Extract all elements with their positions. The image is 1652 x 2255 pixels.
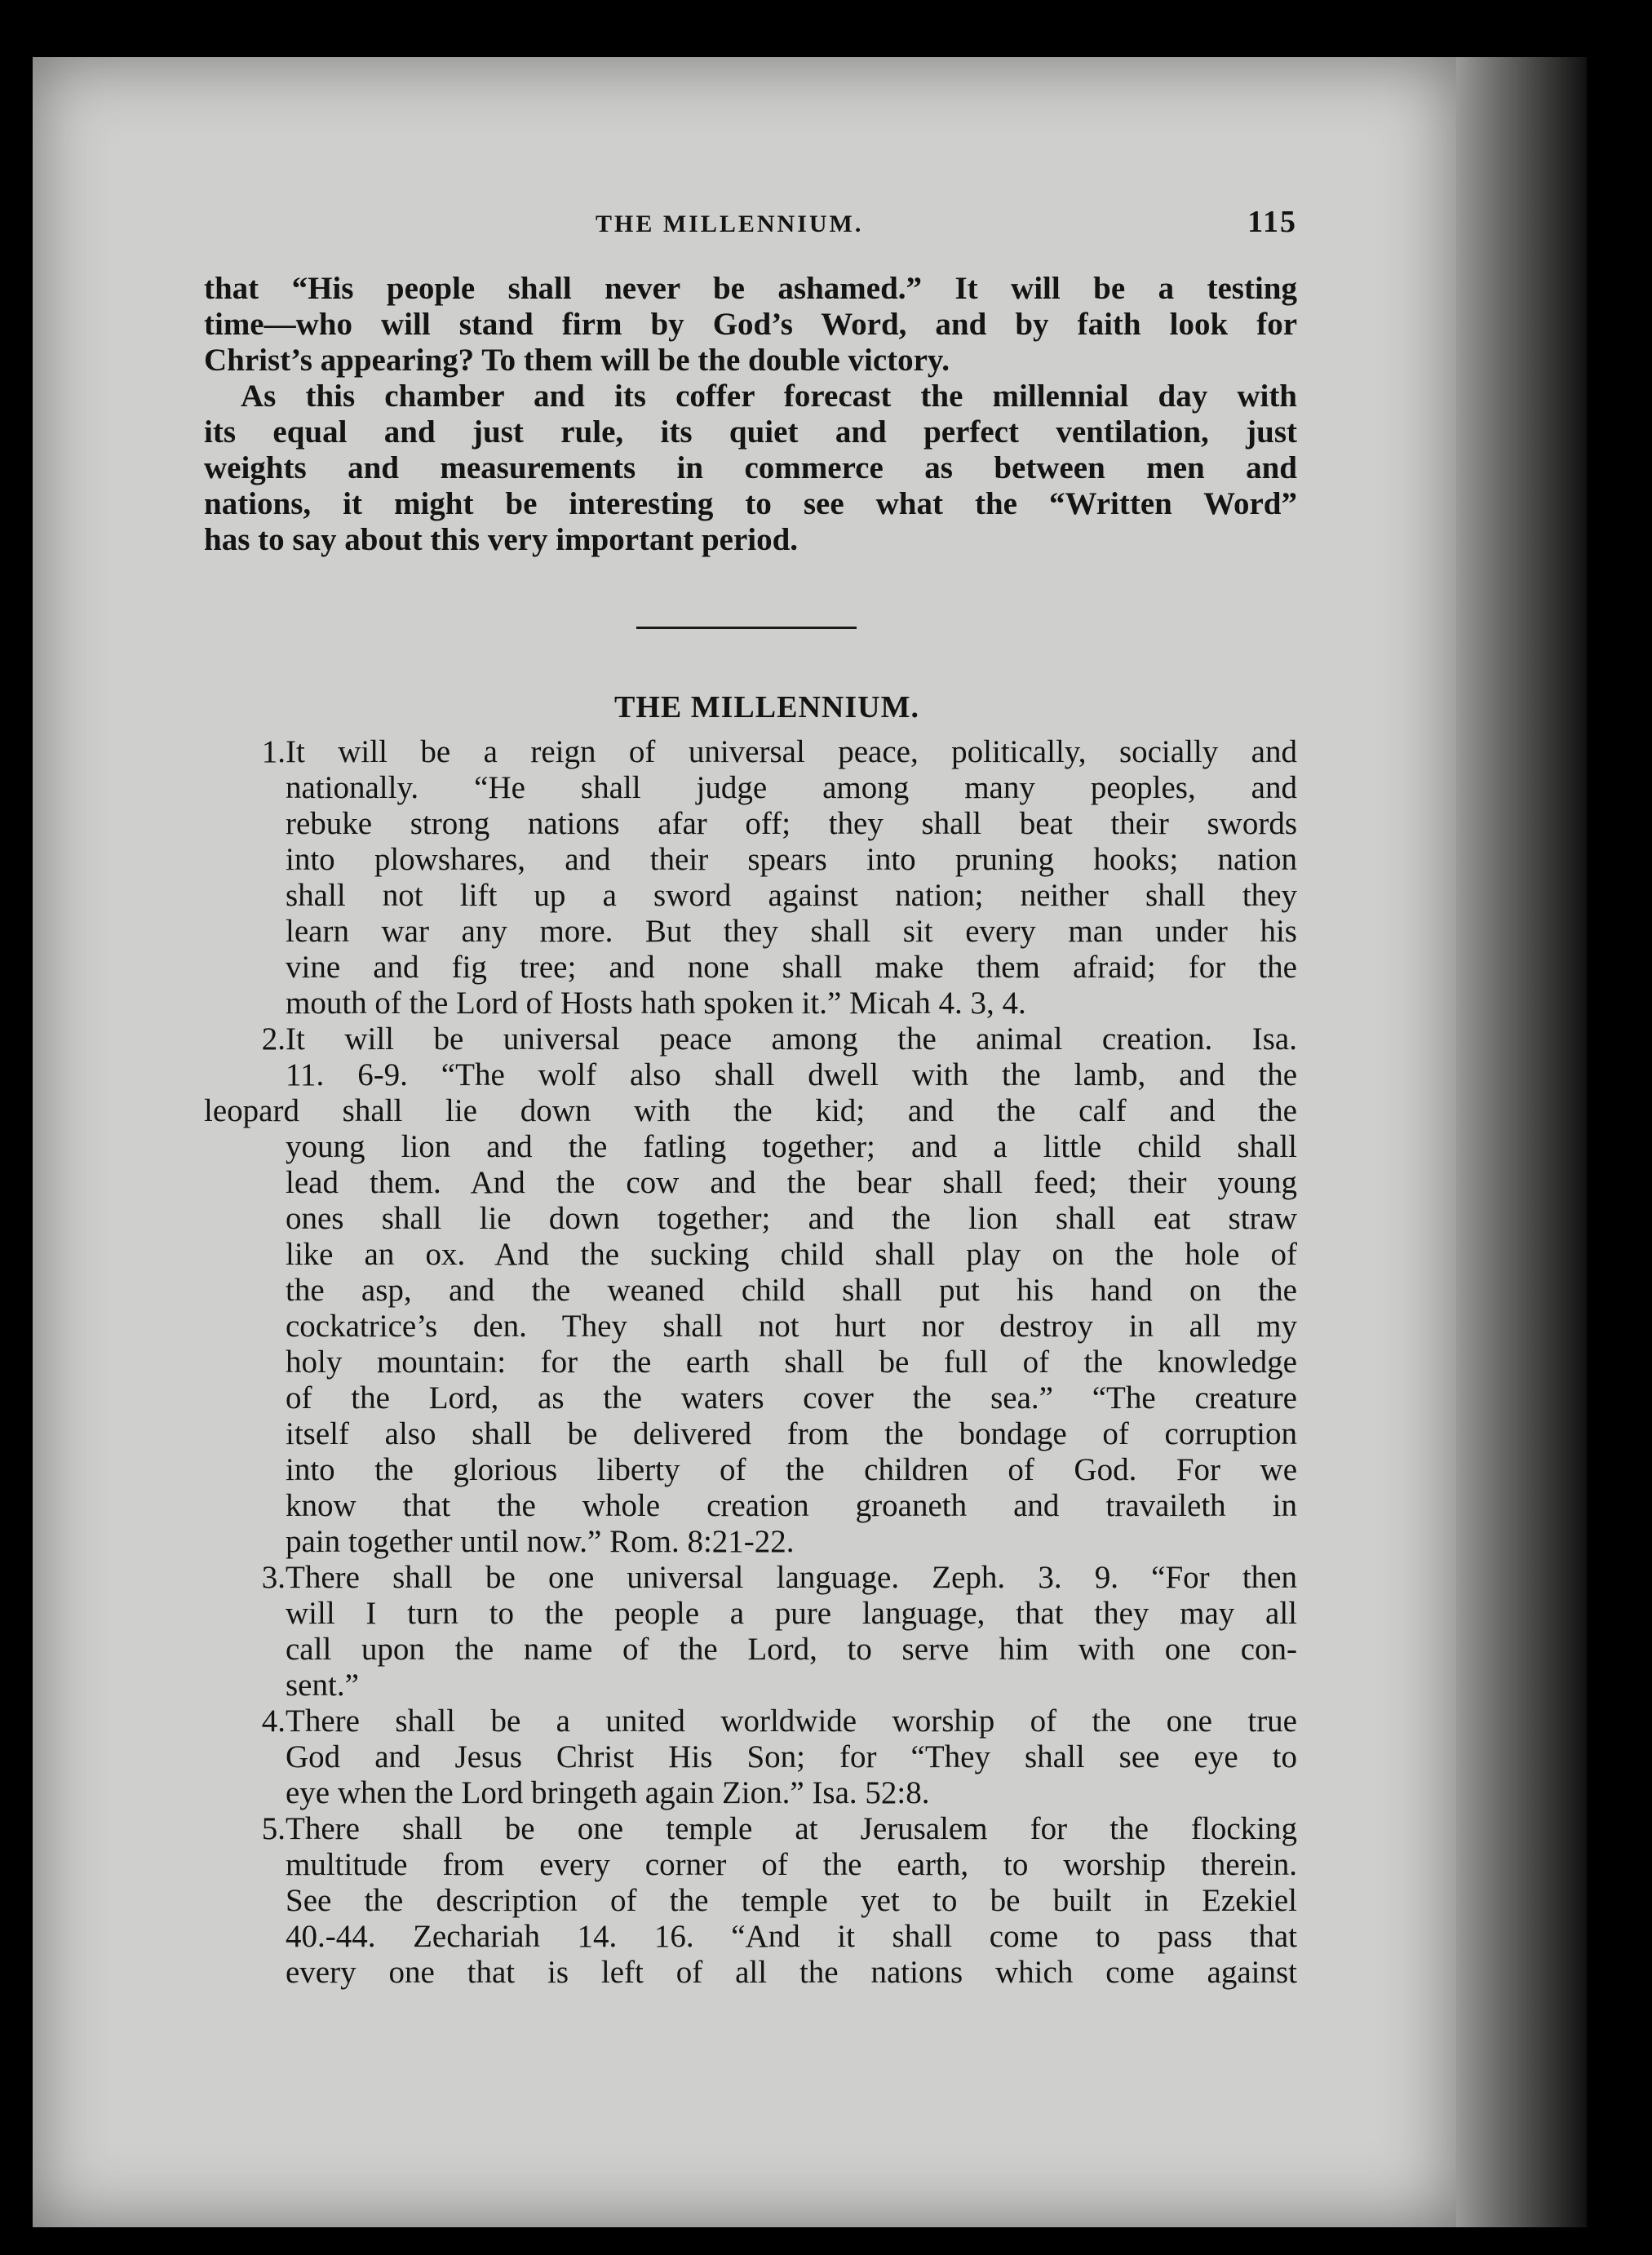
text-line: multitude from every corner of the earth, to worship therein. — [286, 1847, 1297, 1882]
text-line: lead them. And the cow and the bear shall feed; their young — [286, 1165, 1297, 1200]
text-line: There shall be a united worldwide worship of the one true — [286, 1703, 1297, 1739]
text-line: cockatrice’s den. They shall not hurt nor destroy in all my — [286, 1309, 1297, 1344]
text-line: As this chamber and its coffer forecast the millennial day with — [241, 379, 1297, 414]
text-line: into the glorious liberty of the children of God. For we — [286, 1452, 1297, 1487]
text-line: into plowshares, and their spears into pruning hooks; nation — [286, 842, 1297, 877]
text-line: that “His people shall never be ashamed.” It will be a testing — [204, 271, 1297, 306]
text-line: vine and fig tree; and none shall make them afraid; for the — [286, 950, 1297, 985]
list-item-number: 3. — [261, 1560, 286, 1595]
list-item-body — [204, 1021, 1297, 1560]
text-line: its equal and just rule, its quiet and perfect ventilation, just — [204, 414, 1297, 450]
list-item-body — [286, 1560, 1297, 1703]
running-head-title: THE MILLENNIUM. — [596, 210, 864, 237]
page-edge-shadow — [1456, 57, 1587, 2227]
intro-paragraph-2 — [204, 379, 1297, 558]
text-line: will I turn to the people a pure language, that they may all — [286, 1596, 1297, 1631]
running-header — [204, 204, 1297, 245]
text-line: nations, it might be interesting to see what the “Written Word” — [204, 486, 1297, 521]
text-line: See the description of the temple yet to be built in Ezekiel — [286, 1883, 1297, 1918]
text-line: like an ox. And the sucking child shall play on the hole of — [286, 1237, 1297, 1272]
text-line: pain together until now.” Rom. 8:21-22. — [286, 1524, 795, 1559]
text-line: ones shall lie down together; and the lion shall eat straw — [286, 1201, 1297, 1236]
list-item-number: 1. — [261, 734, 286, 769]
text-line: sent.” — [286, 1668, 359, 1703]
outdented-text-line: leopard shall lie down with the kid; and the calf and the — [204, 1093, 1297, 1128]
text-line: time—who will stand firm by God’s Word, and by faith look for — [204, 307, 1297, 342]
section-heading: THE MILLENNIUM. — [614, 690, 919, 724]
text-line: It will be a reign of universal peace, politically, socially and — [286, 734, 1297, 769]
text-line: Christ’s appearing? To them will be the double victory. — [204, 343, 950, 378]
text-line: There shall be one universal language. Zeph. 3. 9. “For then — [286, 1560, 1297, 1595]
text-line: eye when the Lord bringeth again Zion.” Isa. 52:8. — [286, 1775, 930, 1810]
list-item-number: 4. — [261, 1703, 286, 1739]
text-line: nationally. “He shall judge among many peoples, and — [286, 770, 1297, 805]
text-line: of the Lord, as the waters cover the sea.” “The creature — [286, 1380, 1297, 1415]
list-item-body — [286, 734, 1297, 1021]
text-line: God and Jesus Christ His Son; for “They shall see eye to — [286, 1739, 1297, 1774]
text-line: It will be universal peace among the animal creation. Isa. — [286, 1021, 1297, 1057]
text-line: every one that is left of all the nations which come against — [286, 1955, 1297, 1990]
page-number: 115 — [1247, 205, 1297, 239]
text-line: itself also shall be delivered from the bondage of corruption — [286, 1416, 1297, 1451]
text-line: shall not lift up a sword against nation; neither shall they — [286, 878, 1297, 913]
section-divider-rule — [636, 627, 857, 629]
text-line: young lion and the fatling together; and a little child shall — [286, 1129, 1297, 1164]
text-line: learn war any more. But they shall sit every man under his — [286, 914, 1297, 949]
list-item-number: 5. — [261, 1811, 286, 1846]
text-line: weights and measurements in commerce as between men and — [204, 450, 1297, 485]
text-line: mouth of the Lord of Hosts hath spoken it.” Micah 4. 3, 4. — [286, 986, 1026, 1021]
intro-paragraph-1 — [204, 271, 1297, 379]
text-line: 11. 6-9. “The wolf also shall dwell with the lamb, and the — [286, 1057, 1297, 1092]
list-item-body — [286, 1811, 1297, 1991]
text-line: There shall be one temple at Jerusalem for the flocking — [286, 1811, 1297, 1846]
text-line: 40.-44. Zechariah 14. 16. “And it shall come to pass that — [286, 1919, 1297, 1954]
text-line: rebuke strong nations afar off; they shall beat their swords — [286, 806, 1297, 841]
text-line: has to say about this very important period. — [204, 522, 799, 557]
text-line: the asp, and the weaned child shall put his hand on the — [286, 1273, 1297, 1308]
text-line: know that the whole creation groaneth and travaileth in — [286, 1488, 1297, 1523]
text-line: holy mountain: for the earth shall be full of the knowledge — [286, 1345, 1297, 1380]
text-line: call upon the name of the Lord, to serve him with one con- — [286, 1632, 1297, 1667]
list-item-body — [286, 1703, 1297, 1811]
list-item-number: 2. — [261, 1021, 286, 1057]
